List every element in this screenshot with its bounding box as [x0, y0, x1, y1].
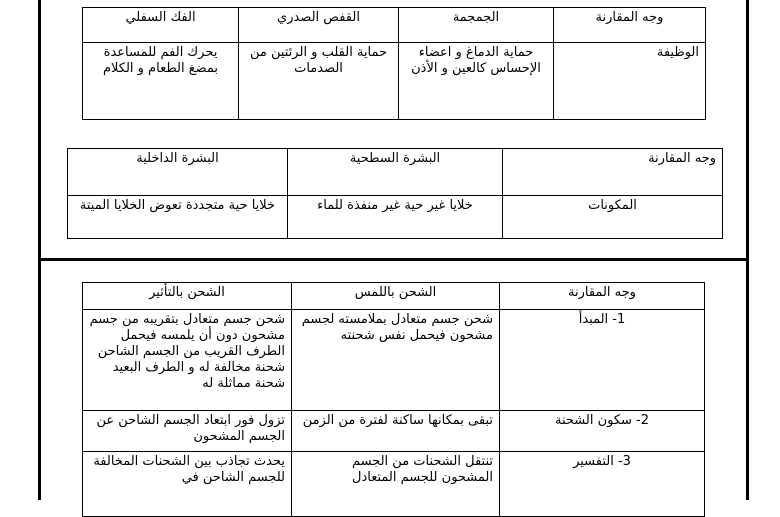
table-cell: الوظيفة [554, 43, 706, 120]
table-header-row [68, 149, 723, 196]
table-cell: المكونات [503, 196, 723, 239]
table-header-cell: الشحن باللمس [292, 283, 500, 310]
table-cell: 3- التفسير [500, 452, 705, 517]
charging-methods-comparison-table [82, 282, 705, 517]
table-cell: 1- المبدأ [500, 310, 705, 411]
table-header-cell: البشرة السطحية [288, 149, 503, 196]
table-cell: حماية الدماغ و اعضاء الإحساس كالعين و الأذن [399, 43, 554, 120]
table-header-row [83, 283, 705, 310]
page-border-divider [38, 258, 749, 261]
skeleton-comparison-table [82, 7, 706, 120]
table-cell: 2- سكون الشحنة [500, 411, 705, 452]
table-header-cell: الفك السفلي [83, 8, 239, 43]
table-row [83, 411, 705, 452]
table-row [83, 43, 706, 120]
table-cell: حماية القلب و الرئتين من الصدمات [239, 43, 399, 120]
table-header-cell: الشحن بالتأثير [83, 283, 292, 310]
table-header-cell: وجه المقارنة [554, 8, 706, 43]
table-cell: يحرك الفم للمساعدة بمضغ الطعام و الكلام [83, 43, 239, 120]
table-cell: خلايا غير حية غير منفذة للماء [288, 196, 503, 239]
table-cell: شحن جسم متعادل بملامسته لجسم مشحون فيحمل نفس شحنته [292, 310, 500, 411]
table-cell: تزول فور ابتعاد الجسم الشاحن عن الجسم المشحون [83, 411, 292, 452]
table-header-cell: الجمجمة [399, 8, 554, 43]
table-header-row [83, 8, 706, 43]
skin-layers-comparison-table [67, 148, 723, 239]
page-border-right [746, 0, 749, 500]
table-header-cell: البشرة الداخلية [68, 149, 288, 196]
table-row [68, 196, 723, 239]
table-cell: شحن جسم متعادل بتقريبه من جسم مشحون دون أن يلمسه فيحمل الطرف القريب من الجسم الشاحن شحنة مخالفة له و الطرف البعيد شحنة مماثلة له [83, 310, 292, 411]
page-border-left [38, 0, 41, 500]
table-header-cell: وجه المقارنة [503, 149, 723, 196]
table-cell: تنتقل الشحنات من الجسم المشحون للجسم المتعادل [292, 452, 500, 517]
table-row [83, 310, 705, 411]
table-row [83, 452, 705, 517]
table-header-cell: القفص الصدري [239, 8, 399, 43]
table-cell: تبقى بمكانها ساكنة لفترة من الزمن [292, 411, 500, 452]
table-header-cell: وجه المقارنة [500, 283, 705, 310]
table-cell: خلايا حية متجددة تعوض الخلايا الميتة [68, 196, 288, 239]
table-cell: يحدث تجاذب بين الشحنات المخالفة للجسم الشاحن في [83, 452, 292, 517]
